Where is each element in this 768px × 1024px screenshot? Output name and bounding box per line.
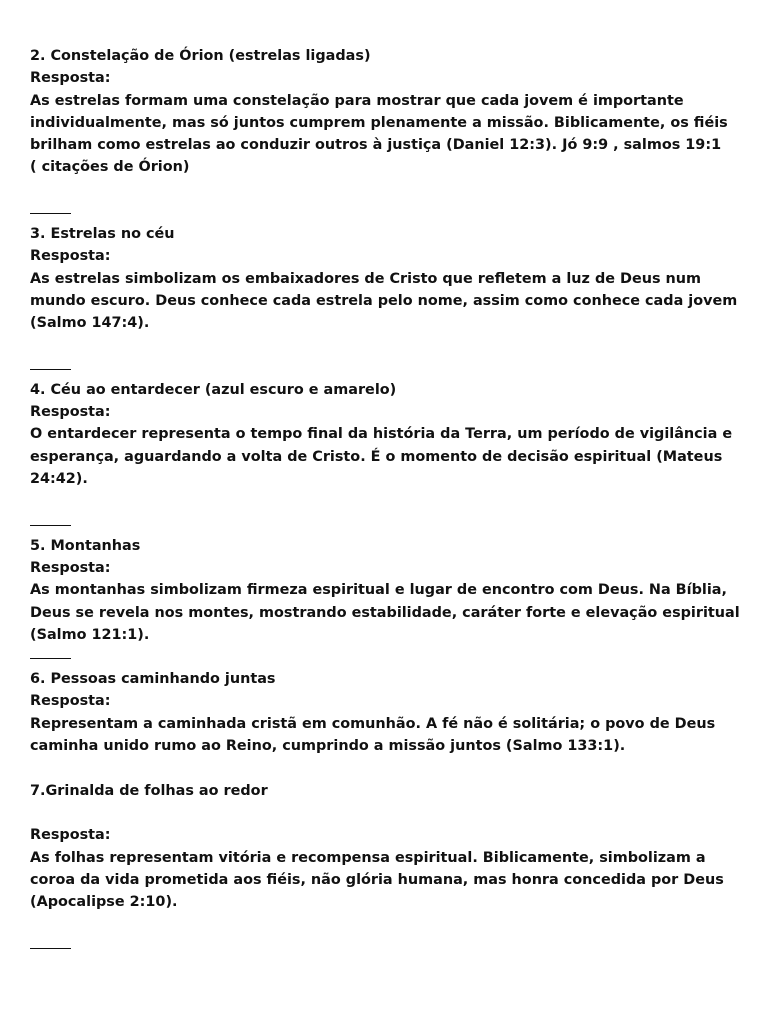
answer-line: brilham como estrelas ao conduzir outros à justiça (Daniel 12:3). Jó 9:9 , salmos 19:1 [30, 137, 722, 154]
answer-label: Resposta: [30, 248, 111, 265]
blank-line [30, 913, 745, 935]
document-page [30, 45, 745, 958]
answer-line: As folhas representam vitória e recompensa espiritual. Biblicamente, simbolizam a [30, 849, 706, 866]
separator-line [30, 525, 71, 526]
answer-line: 24:42). [30, 471, 88, 488]
answer-line: caminha unido rumo ao Reino, cumprindo a missão juntos (Salmo 133:1). [30, 738, 626, 755]
separator-line [30, 948, 71, 949]
section-title: 3. Estrelas no céu [30, 226, 175, 243]
answer-line: As montanhas simbolizam firmeza espiritual e lugar de encontro com Deus. Na Bíblia, [30, 582, 727, 599]
answer-line: (Salmo 121:1). [30, 626, 150, 643]
blank-line [30, 179, 745, 201]
answer-line: (Apocalipse 2:10). [30, 894, 178, 911]
answer-label: Resposta: [30, 70, 111, 87]
blank-line [30, 802, 745, 824]
answer-label: Resposta: [30, 559, 111, 576]
section-pessoas [30, 668, 745, 757]
answer-line: O entardecer representa o tempo final da história da Terra, um período de vigilância e [30, 426, 733, 443]
answer-label: Resposta: [30, 827, 111, 844]
answer-line: ( citações de Órion) [30, 159, 190, 176]
answer-label: Resposta: [30, 404, 111, 421]
section-title: 7.Grinalda de folhas ao redor [30, 782, 268, 799]
section-grinalda [30, 780, 745, 914]
section-title: 4. Céu ao entardecer (azul escuro e amarelo) [30, 381, 397, 398]
answer-line: coroa da vida prometida aos fiéis, não glória humana, mas honra concedida por Deus [30, 871, 724, 888]
section-entardecer [30, 379, 745, 490]
blank-line [30, 757, 745, 779]
answer-line: Deus se revela nos montes, mostrando estabilidade, caráter forte e elevação espiritual [30, 604, 740, 621]
answer-line: As estrelas formam uma constelação para mostrar que cada jovem é importante [30, 92, 684, 109]
section-estrelas [30, 223, 745, 334]
section-orion [30, 45, 745, 179]
answer-line: As estrelas simbolizam os embaixadores de Cristo que refletem a luz de Deus num [30, 270, 702, 287]
answer-line: esperança, aguardando a volta de Cristo. É o momento de decisão espiritual (Mateus [30, 448, 723, 465]
answer-line: Representam a caminhada cristã em comunhão. A fé não é solitária; o povo de Deus [30, 715, 716, 732]
section-montanhas [30, 535, 745, 646]
answer-line: (Salmo 147:4). [30, 315, 150, 332]
section-title: 2. Constelação de Órion (estrelas ligadas) [30, 48, 371, 64]
answer-line: mundo escuro. Deus conhece cada estrela pelo nome, assim como conhece cada jovem [30, 292, 738, 309]
blank-line [30, 335, 745, 357]
answer-line: individualmente, mas só juntos cumprem plenamente a missão. Biblicamente, os fiéis [30, 114, 728, 131]
answer-label: Resposta: [30, 693, 111, 710]
separator-line [30, 658, 71, 659]
separator-line [30, 369, 71, 370]
section-title: 5. Montanhas [30, 537, 141, 554]
separator-line [30, 213, 71, 214]
section-title: 6. Pessoas caminhando juntas [30, 671, 276, 688]
blank-line [30, 490, 745, 512]
